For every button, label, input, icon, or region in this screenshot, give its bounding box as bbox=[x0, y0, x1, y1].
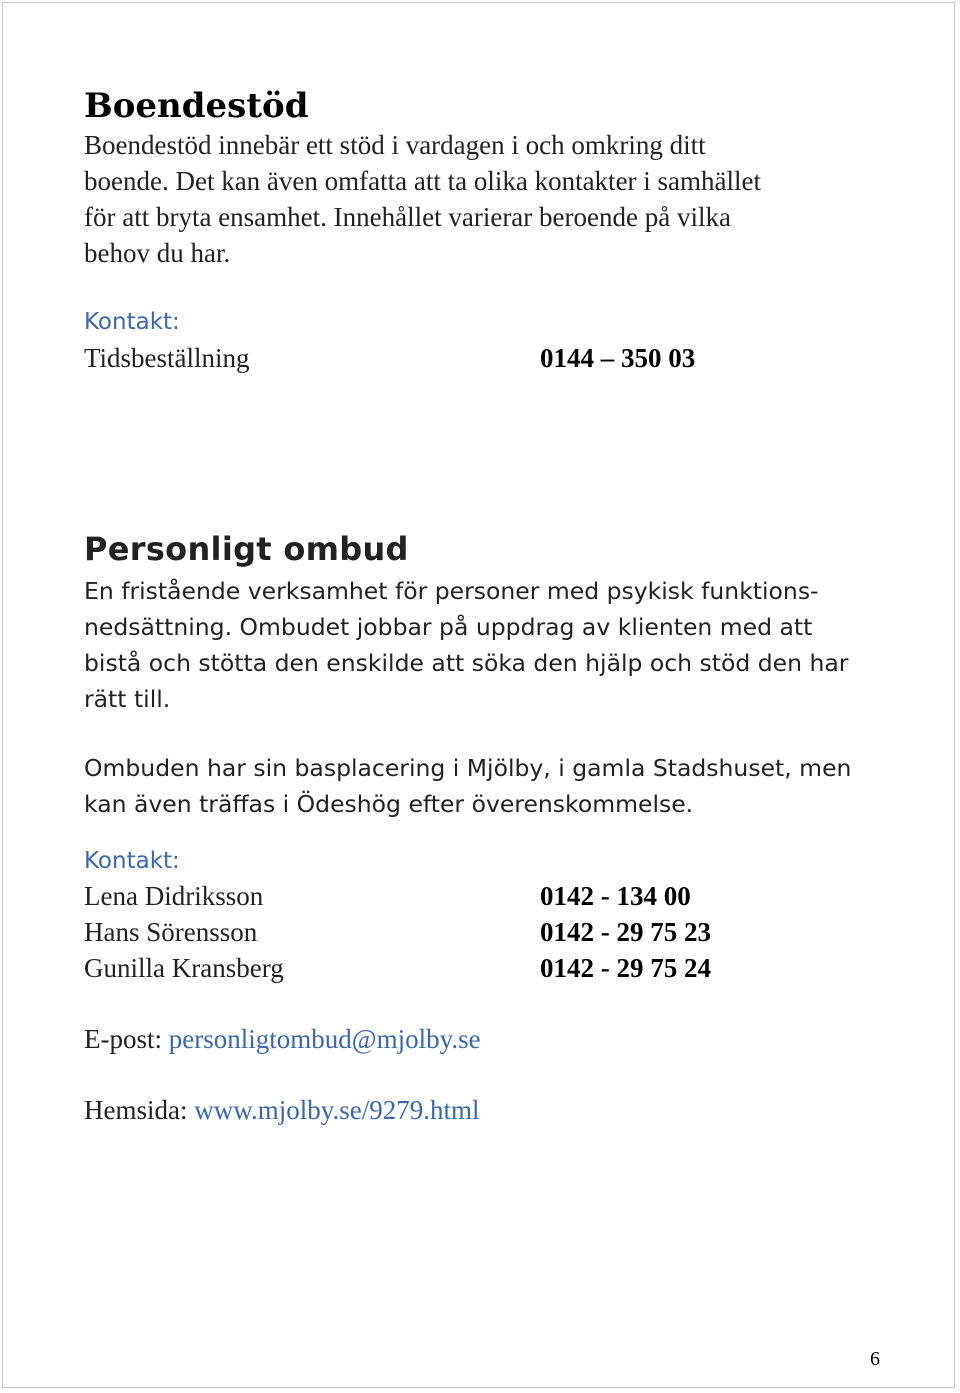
contact-phone: 0142 - 134 00 bbox=[540, 881, 691, 911]
text-line: nedsättning. Ombudet jobbar på uppdrag av klienten med att bbox=[84, 613, 813, 641]
page-number: 6 bbox=[870, 1348, 880, 1370]
section-heading-boendestod: Boendestöd bbox=[84, 86, 309, 126]
contact-name: Hans Sörensson bbox=[84, 917, 258, 947]
text-line: rätt till. bbox=[84, 685, 171, 713]
contact-label: Kontakt: bbox=[84, 848, 180, 874]
contact-name: Tidsbeställning bbox=[84, 343, 250, 373]
contact-phone: 0142 - 29 75 23 bbox=[540, 917, 711, 947]
section-heading-personligt-ombud: Personligt ombud bbox=[84, 530, 409, 568]
text-line: Ombuden har sin basplacering i Mjölby, i gamla Stadshuset, men bbox=[84, 754, 852, 782]
contact-row bbox=[84, 878, 691, 914]
ombud-location bbox=[84, 750, 884, 822]
contact-row bbox=[84, 950, 711, 986]
email-link[interactable]: personligtombud@mjolby.se bbox=[168, 1024, 481, 1054]
email-label: E-post: bbox=[84, 1024, 162, 1054]
contact-phone: 0144 – 350 03 bbox=[540, 343, 696, 373]
contact-phone: 0142 - 29 75 24 bbox=[540, 953, 711, 983]
text-line: En fristående verksamhet för personer med psykisk funktions- bbox=[84, 577, 819, 605]
contact-row bbox=[84, 914, 711, 950]
contact-name: Gunilla Kransberg bbox=[84, 953, 284, 983]
website-row bbox=[84, 1092, 479, 1128]
contact-label: Kontakt: bbox=[84, 309, 180, 335]
contact-name: Lena Didriksson bbox=[84, 881, 264, 911]
boendestod-description bbox=[84, 127, 854, 271]
text-line: bistå och stötta den enskilde att söka den hjälp och stöd den har bbox=[84, 649, 849, 677]
text-line: kan även träffas i Ödeshög efter överenskommelse. bbox=[84, 790, 694, 818]
website-link[interactable]: www.mjolby.se/9279.html bbox=[194, 1095, 480, 1125]
text-line: Boendestöd innebär ett stöd i vardagen i och omkring ditt bbox=[84, 130, 706, 160]
text-line: för att bryta ensamhet. Innehållet varierar beroende på vilka bbox=[84, 202, 731, 232]
website-label: Hemsida: bbox=[84, 1095, 188, 1125]
text-line: boende. Det kan även omfatta att ta olika kontakter i samhället bbox=[84, 166, 762, 196]
contact-row bbox=[84, 340, 695, 376]
ombud-description bbox=[84, 573, 884, 717]
email-row bbox=[84, 1021, 481, 1057]
text-line: behov du har. bbox=[84, 238, 231, 268]
